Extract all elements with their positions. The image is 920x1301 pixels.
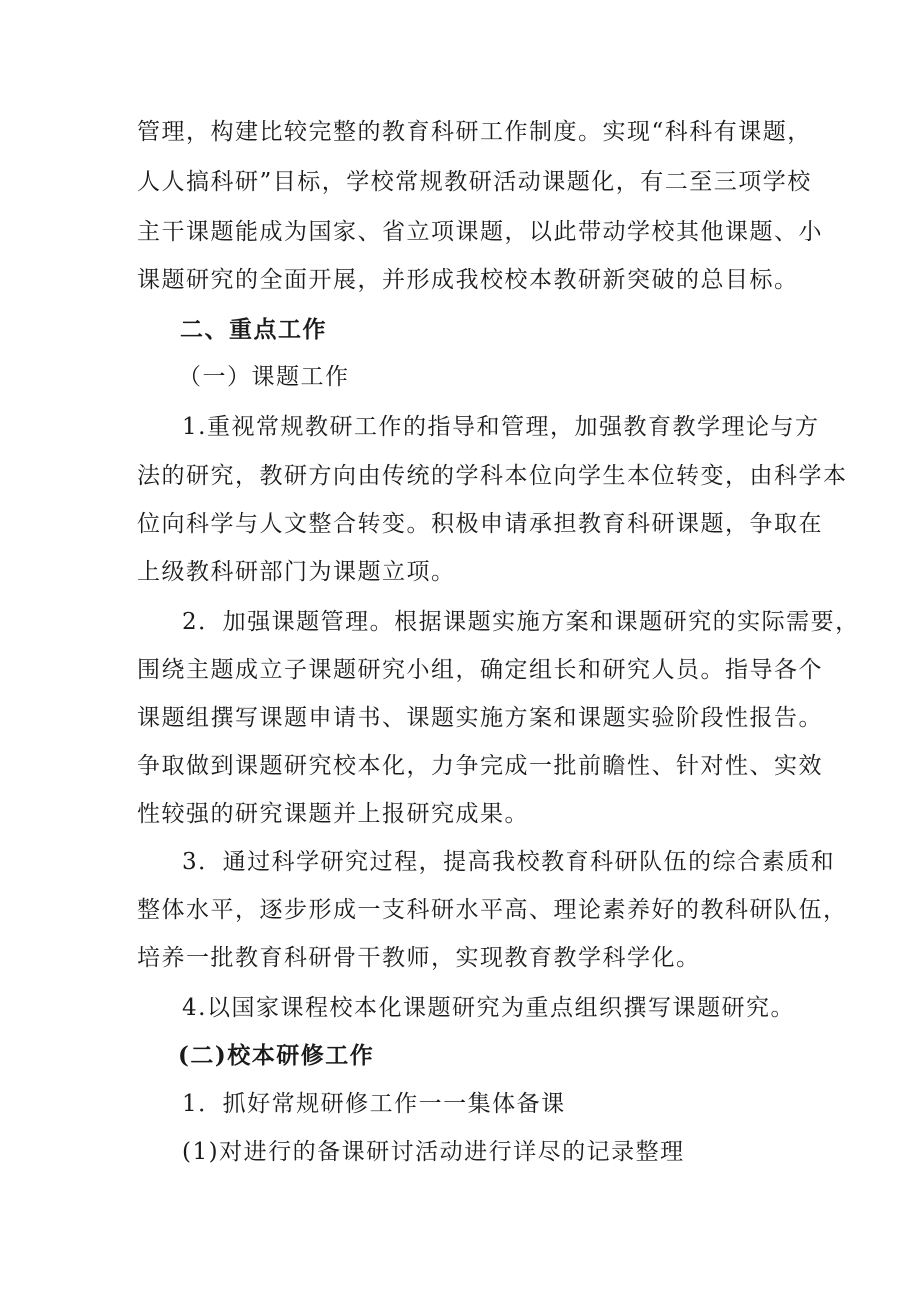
item1-line-2: 法的研究，教研方向由传统的学科本位向学生本位转变，由科学本 [137, 463, 848, 489]
item2-line-4: 争取做到课题研究校本化，力争完成一批前瞻性、针对性、实效 [137, 753, 823, 779]
item1-line-1: 1.重视常规教研工作的指导和管理，加强教育教学理论与方 [182, 414, 820, 440]
item2-line-2: 围绕主题成立子课题研究小组，确定组长和研究人员。指导各个 [137, 657, 823, 683]
intro-line-1: 管理，构建比较完整的教育科研工作制度。实现“科科有课题， [137, 119, 812, 145]
item4-line: 4.以国家课程校本化课题研究为重点组织撰写课题研究。 [182, 995, 795, 1021]
item3-line-1: 3．通过科学研究过程，提高我校教育科研队伍的综合素质和 [182, 849, 836, 875]
item3-line-3: 培养一批教育科研骨干教师，实现教育教学科学化。 [137, 945, 701, 971]
subsection2-heading: (二)校本研修工作 [178, 1042, 375, 1069]
intro-line-3: 主干课题能成为国家、省立项课题，以此带动学校其他课题、小 [137, 219, 823, 245]
section-heading: 二、重点工作 [180, 316, 327, 343]
item3-line-2: 整体水平，逐步形成一支科研水平高、理论素养好的教科研队伍， [137, 897, 848, 923]
item1-line-3: 位向科学与人文整合转变。积极申请承担教育科研课题，争取在 [137, 511, 823, 537]
item1-line-4: 上级教科研部门为课题立项。 [137, 559, 456, 585]
item2-line-5: 性较强的研究课题并上报研究成果。 [137, 801, 529, 827]
sub-item1-line: 1．抓好常规研修工作一一集体备课 [182, 1091, 566, 1117]
subsection-heading: （一）课题工作 [178, 364, 350, 390]
sub-item1-point1: (1)对进行的备课研讨活动进行详尽的记录整理 [182, 1139, 685, 1165]
item2-line-3: 课题组撰写课题申请书、课题实施方案和课题实验阶段性报告。 [137, 705, 823, 731]
item2-line-1: 2．加强课题管理。根据课题实施方案和课题研究的实际需要， [182, 609, 860, 635]
intro-line-2: 人人搞科研”目标，学校常规教研活动课题化，有二至三项学校 [137, 169, 812, 195]
intro-line-4: 课题研究的全面开展，并形成我校校本教研新突破的总目标。 [137, 267, 799, 293]
